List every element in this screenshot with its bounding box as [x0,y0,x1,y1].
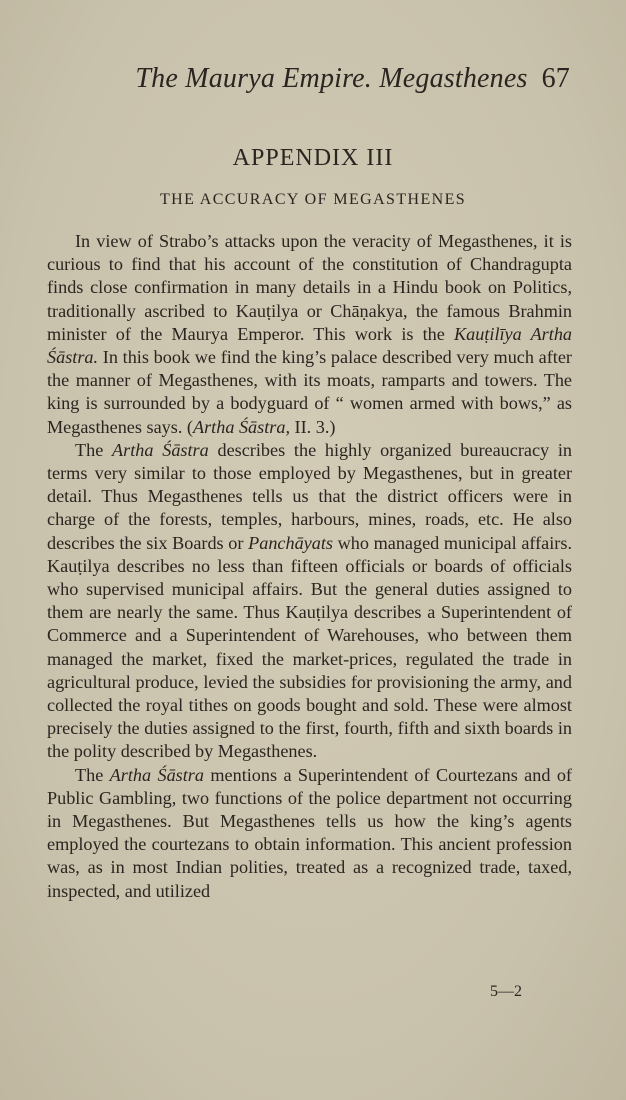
paragraph-text: who managed municipal affairs. Kauṭilya describes no less than fifteen officials or boards of officials who supervised municipal affairs. But the general duties assigned to them are nearly the same. Thus Kauṭilya describes a Superintendent of Commerce and a Superintendent of Warehouses, who between them managed the market, fixed the market-prices, regulated the trade in agricultural produce, levied the subsidies for provisioning the army, and collected the royal tithes on goods bought and sold. These were almost precisely the duties assigned to the first, fourth, fifth and sixth boards in the polity described by Megasthenes. [47,532,572,762]
page-number: 67 [541,63,570,94]
paragraph-text: In view of Strabo’s attacks upon the veracity of Megasthenes, it is curious to find that his account of the constitution of Chandragupta finds close confirmation in many details in a Hindu book on Politics, traditionally ascribed to Kauṭilya or Chāṇakya, the famous Brahmin minister of the Maurya Emperor. This work is the [47,231,572,344]
paragraph-1 [47,230,572,439]
paragraph-2 [47,439,572,764]
italic-title: Artha Śāstra [109,764,204,785]
paragraph-text: II. 3.) [290,416,336,437]
body-text [47,230,572,903]
italic-term: Panchāyats [248,532,333,553]
running-title: The Maurya Empire. Megasthenes [135,63,528,94]
paragraph-text: mentions a Superintendent of Courtezans and of Public Gambling, two functions of the police department not occurring in Megasthenes. But Megasthenes tells us how the king’s agents employed the courtezans to obtain information. This ancient profession was, as in most Indian polities, treated as a recognized trade, taxed, inspected, and utilized [47,764,572,901]
italic-title: Artha Śāstra [112,439,209,460]
running-head [40,63,570,95]
paragraph-text: describes the highly organized bureaucracy in terms very similar to those employed by Megasthenes, but in greater detail. Thus Megasthenes tells us that the district officers were in charge of the forests, temples, harbours, mines, roads, etc. He also describes the six Boards or [47,439,573,553]
paragraph-text: In this book we find the king’s palace described very much after the manner of Megasthenes, with its moats, ramparts and towers. The king is surrounded by a bodyguard of “ women armed with bows,” as Megasthenes says. ( [47,347,572,437]
paragraph-text: The [75,439,113,460]
section-subtitle: THE ACCURACY OF MEGASTHENES [159,191,467,208]
paragraph-text: The [75,764,110,785]
italic-title: Artha Śāstra, [192,416,290,437]
paragraph-3 [47,764,572,903]
italic-title: Kauṭilīya Artha Śāstra. [47,323,573,368]
appendix-title: APPENDIX III [232,145,394,171]
signature-mark: 5—2 [490,983,522,1000]
